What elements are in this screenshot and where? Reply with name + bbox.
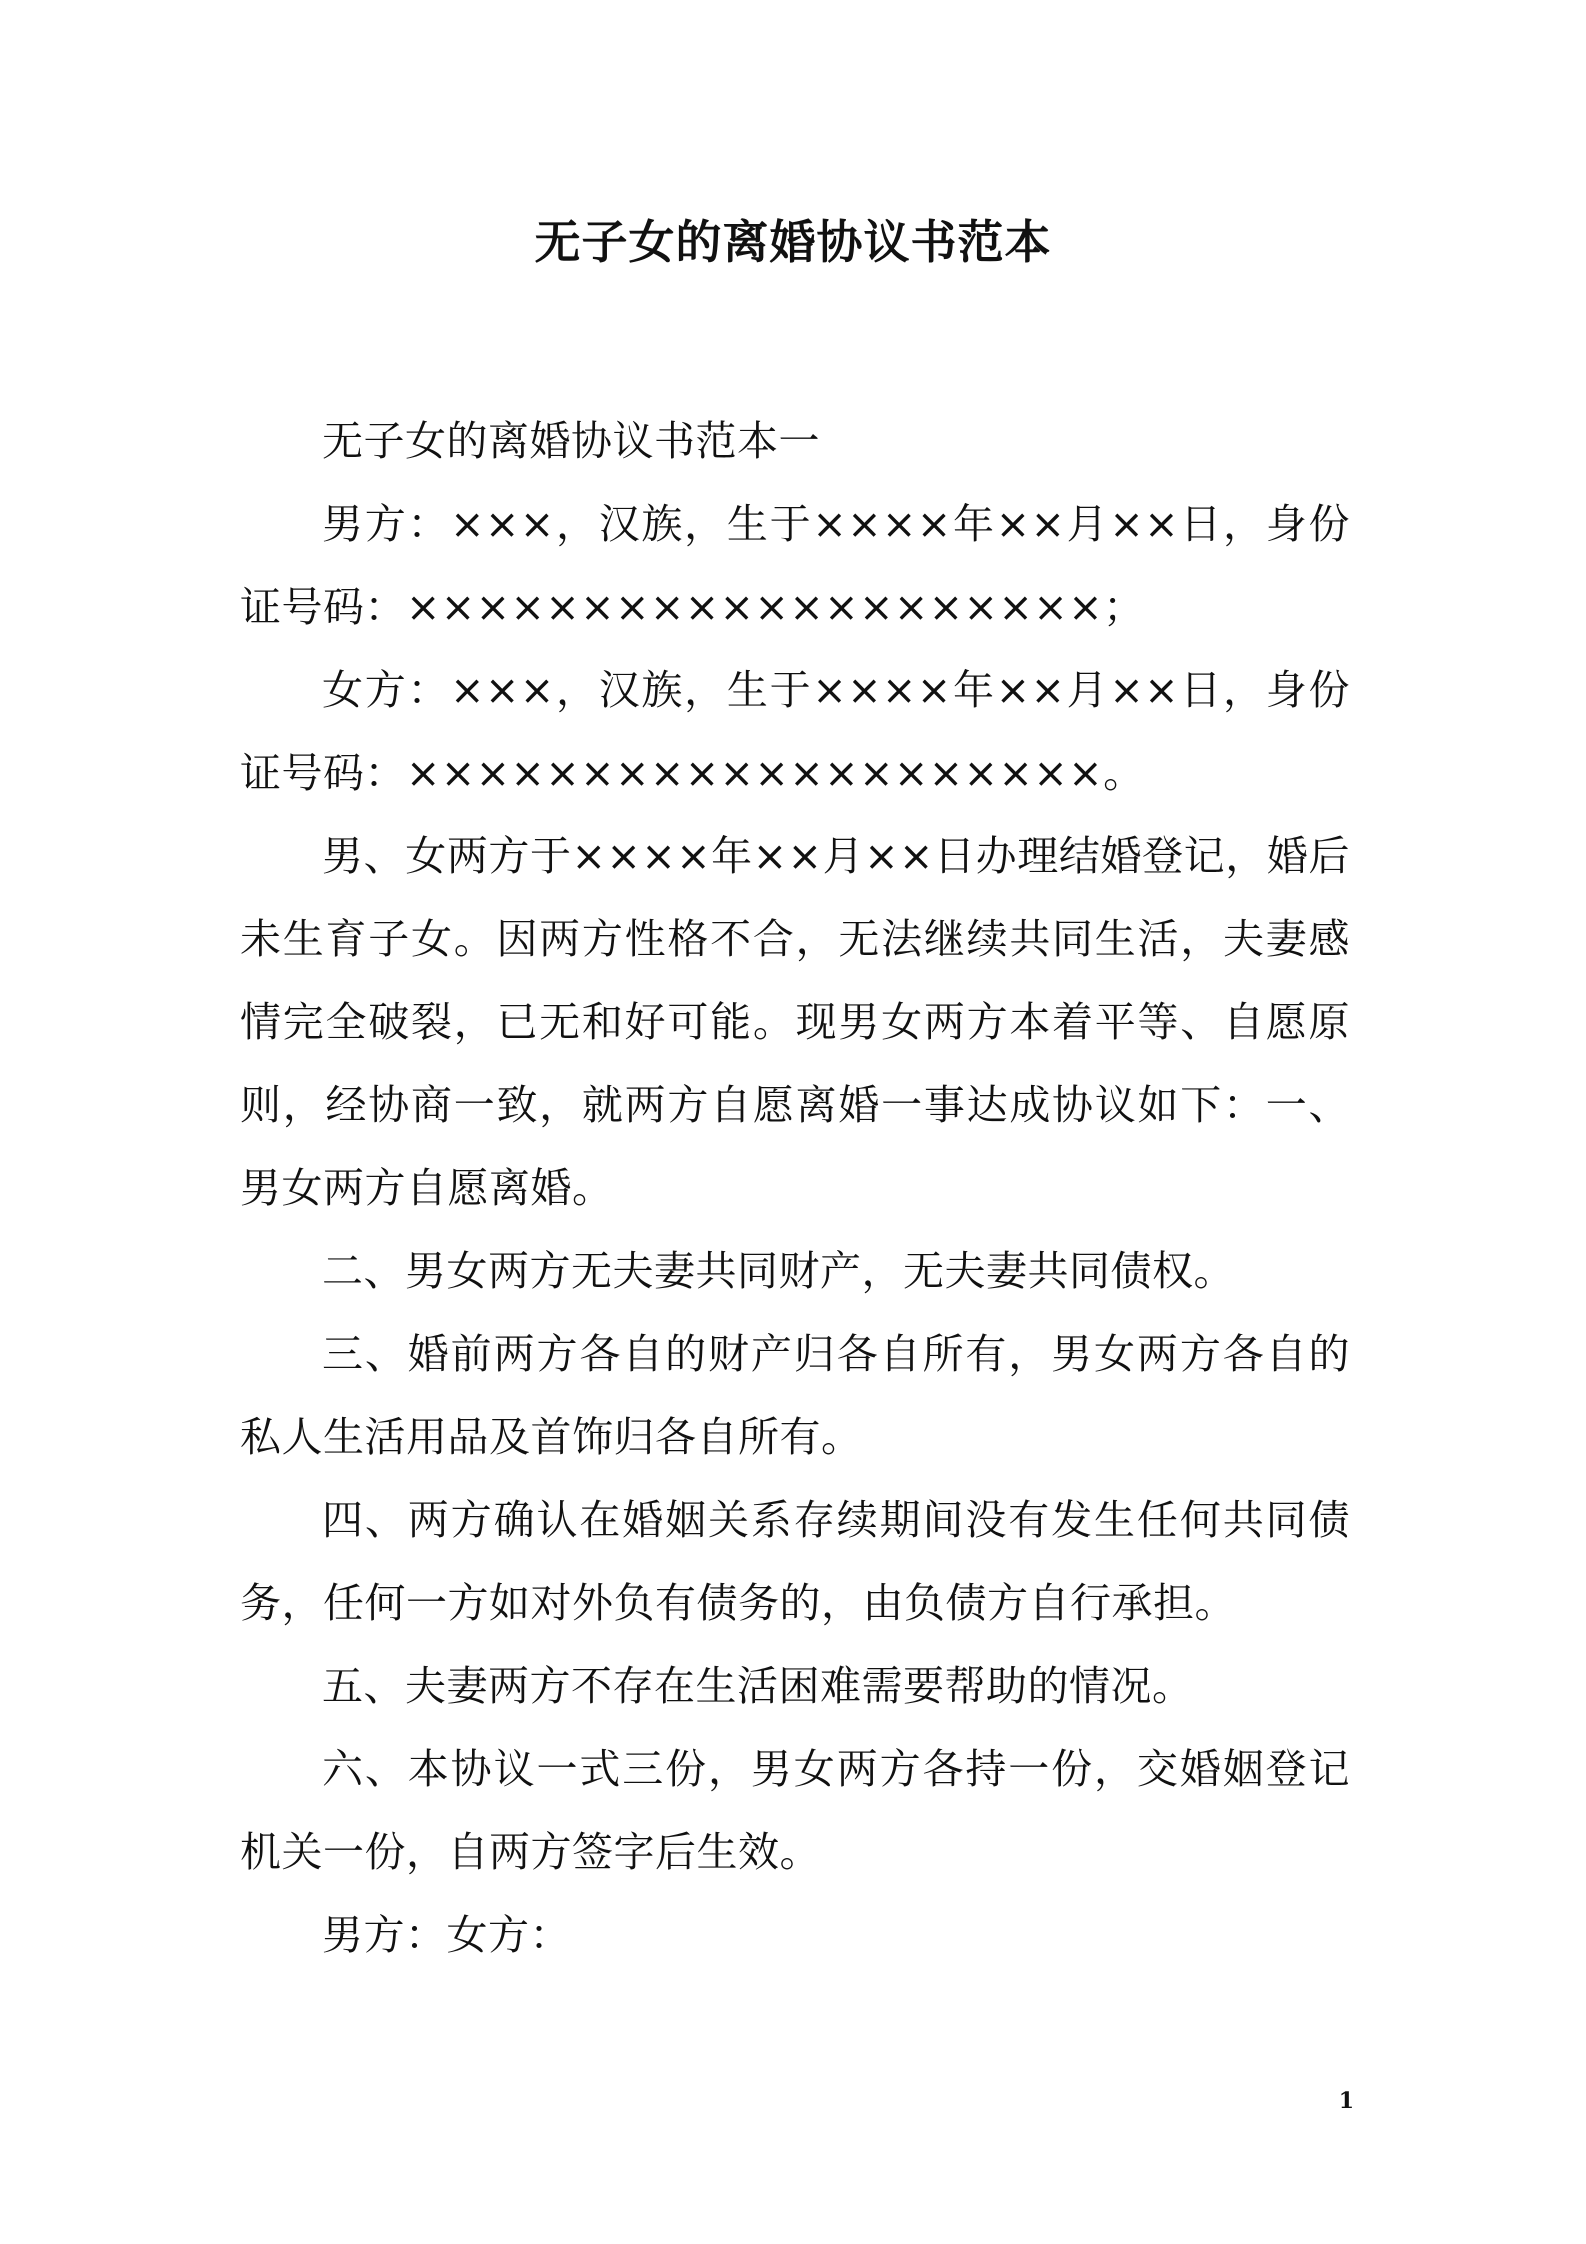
clause-two-paragraph: 二、男女两方无夫妻共同财产，无夫妻共同债权。 — [322, 1247, 1235, 1295]
signature-line: 男方：女方： — [322, 1911, 571, 1959]
marriage-background-paragraph: 男、女两方于××××年××月××日办理结婚登记，婚后未生育子女。因两方性格不合，无法继续共同生活，夫妻感情完全破裂，已无和好可能。现男女两方本着平等、自愿原则，经协商一致，就两方自愿离婚一事达成协议如下：一、男女两方自愿离婚。 — [240, 832, 1350, 1212]
clause-four-paragraph: 四、两方确认在婚姻关系存续期间没有发生任何共同债务，任何一方如对外负有债务的，由负债方自行承担。 — [240, 1496, 1350, 1627]
wife-info-paragraph: 女方：×××，汉族，生于××××年××月××日，身份证号码：××××××××××××××××××××。 — [240, 666, 1350, 797]
document-title: 无子女的离婚协议书范本 — [534, 215, 1052, 269]
clause-six-paragraph: 六、本协议一式三份，男女两方各持一份，交婚姻登记机关一份，自两方签字后生效。 — [240, 1745, 1350, 1876]
clause-five-paragraph: 五、夫妻两方不存在生活困难需要帮助的情况。 — [322, 1662, 1194, 1710]
husband-info-paragraph: 男方：×××，汉族，生于××××年××月××日，身份证号码：××××××××××××××××××××； — [240, 500, 1350, 631]
document-body — [240, 400, 1350, 1977]
page-number: 1 — [1338, 2088, 1354, 2114]
section-heading: 无子女的离婚协议书范本一 — [322, 417, 820, 465]
clause-three-paragraph: 三、婚前两方各自的财产归各自所有，男女两方各自的私人生活用品及首饰归各自所有。 — [240, 1330, 1350, 1461]
